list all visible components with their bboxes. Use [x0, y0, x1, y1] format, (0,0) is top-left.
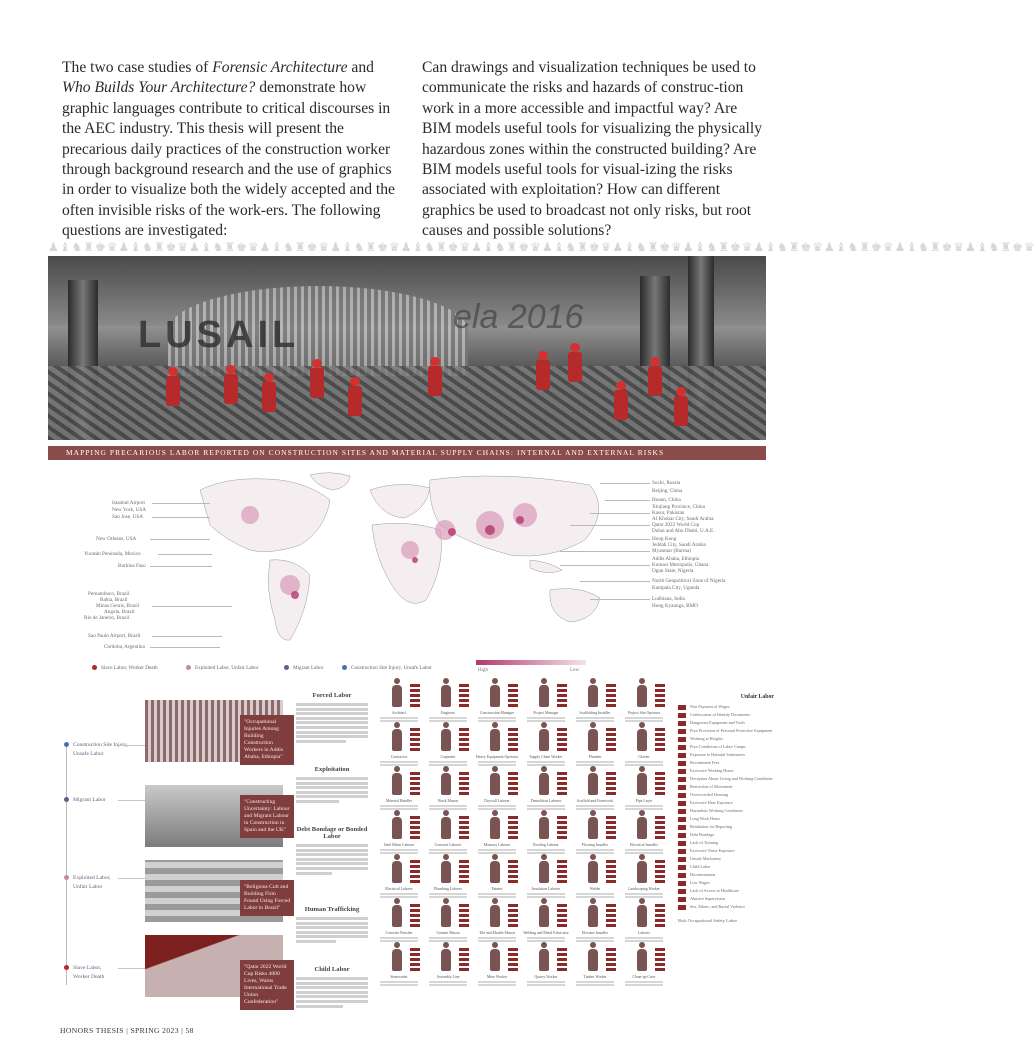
risk-swatch-icon: [678, 897, 686, 902]
unfair-labor-label: Unsafe Machinery: [690, 856, 722, 861]
role-label: Cement Mason: [436, 931, 460, 935]
risk-swatch-icon: [678, 825, 686, 830]
role-label: Insulation Laborer: [531, 887, 561, 891]
worker-silhouette-icon: [392, 729, 402, 751]
risk-stack-icon: [410, 859, 420, 883]
map-label: Burkina Faso: [118, 563, 146, 569]
unfair-labor-item: [678, 832, 774, 840]
unfair-labor-item: [678, 888, 774, 896]
role-label: Plumber: [588, 755, 602, 759]
map-label: San Jose, USA: [112, 514, 143, 520]
unfair-labor-label: Overcrowded Housing: [690, 792, 729, 797]
worker-silhouette-icon: [588, 817, 598, 839]
role-label: Elevator Installer: [581, 931, 609, 935]
category-injury: Construction Site Injury, Unsafe Labor: [64, 741, 128, 759]
risk-stack-icon: [557, 727, 567, 751]
role-label: Electrical Installer: [630, 843, 658, 847]
risk-stack-icon: [655, 859, 665, 883]
page-footer: HONORS THESIS | SPRING 2023 | 58: [60, 1026, 194, 1035]
role-label: Stonecutter: [390, 975, 408, 979]
unfair-labor-item: [678, 864, 774, 872]
unfair-labor-label: Lack of Training: [690, 840, 719, 845]
intro-left-paragraph: The two case studies of Forensic Architecture and Who Builds Your Architecture? demonstrate how graphic languages contribute to critical discourses in the AEC industry. This thesis will present the precarious daily practices of the construction worker through background research and the use of graphics in order to visualize both the widely accepted and the often invisible risks of the work-ers. The following questions are investigated:: [62, 59, 395, 240]
section-human-trafficking: Human Trafficking: [296, 906, 368, 945]
risk-swatch-icon: [678, 801, 686, 806]
worker-silhouette-icon: [637, 773, 647, 795]
worker-silhouette-icon: [392, 685, 402, 707]
risk-swatch-icon: [678, 737, 686, 742]
unfair-labor-label: Restriction of Movement: [690, 784, 733, 789]
role-label: Assembly Line: [436, 975, 460, 979]
category-exploited: Exploited Labor, Unfair Labor: [64, 874, 111, 892]
unfair-labor-item: [678, 752, 774, 760]
side-legend-footer: Risk Occupational Safety Labor: [678, 918, 738, 923]
risk-stack-icon: [459, 771, 469, 795]
intensity-scale: [476, 660, 586, 665]
map-label: Pernambuco, Brazil: [88, 591, 130, 597]
unfair-labor-label: Working at Heights: [690, 736, 723, 741]
unfair-labor-label: Dangerous Equipment and Tools: [690, 720, 745, 725]
unfair-labor-item: [678, 792, 774, 800]
unfair-labor-label: Hazardous Working Conditions: [690, 808, 743, 813]
unfair-labor-item: [678, 728, 774, 736]
role-label: Demolition Laborer: [530, 799, 562, 803]
risk-swatch-icon: [678, 865, 686, 870]
role-label: Landscaping Worker: [628, 887, 660, 891]
map-label: Angola, Brazil: [104, 609, 135, 615]
risk-swatch-icon: [678, 793, 686, 798]
role-label: Glazier: [638, 755, 650, 759]
worker-silhouette-icon: [490, 949, 500, 971]
risk-stack-icon: [459, 859, 469, 883]
worker-silhouette-icon: [441, 729, 451, 751]
unfair-labor-label: Retaliation for Reporting: [690, 824, 733, 829]
unfair-labor-item: [678, 848, 774, 856]
unfair-labor-label: Excessive Working Hours: [690, 768, 734, 773]
construction-collage-image: [48, 256, 766, 440]
unfair-labor-label: Exposure to Harmful Substances: [690, 752, 746, 757]
role-label: Material Handler: [385, 799, 413, 803]
unfair-labor-item: [678, 784, 774, 792]
risk-stack-icon: [410, 903, 420, 927]
risk-stack-icon: [557, 815, 567, 839]
section-exploitation: Exploitation: [296, 766, 368, 805]
risk-swatch-icon: [678, 745, 686, 750]
map-label: Bahia, Brazil: [100, 597, 128, 603]
risk-swatch-icon: [678, 713, 686, 718]
map-label: Ogun State, Nigeria: [652, 568, 694, 574]
unfair-labor-label: Recruitment Fees: [690, 760, 720, 765]
role-label: Plumbing Laborer: [434, 887, 462, 891]
south-america: [268, 560, 310, 640]
risk-stack-icon: [655, 815, 665, 839]
risk-stack-icon: [606, 947, 616, 971]
role-label: Scaffolding Installer: [579, 711, 611, 715]
worker-silhouette-icon: [637, 817, 647, 839]
role-cell: [572, 947, 618, 993]
map-label: Sao Paulo Airport, Brazil: [88, 633, 141, 639]
map-label: Istanbul Airport: [112, 500, 145, 506]
category-migrant: Migrant Labor: [64, 796, 106, 805]
worker-silhouette-icon: [539, 729, 549, 751]
worker-silhouette-icon: [490, 905, 500, 927]
worker-silhouette-icon: [441, 861, 451, 883]
unfair-labor-label: Long Work Hours: [690, 816, 721, 821]
risk-stack-icon: [606, 727, 616, 751]
worker-silhouette-icon: [637, 861, 647, 883]
role-label: Heavy Equipment Operator: [476, 755, 518, 759]
role-label: Scaffold and Formwork: [576, 799, 614, 803]
unfair-labor-item: [678, 856, 774, 864]
map-label: Yucatán Peninsula, Mexico: [84, 551, 141, 557]
map-label: Kampala City, Uganda: [652, 585, 700, 591]
risk-swatch-icon: [678, 857, 686, 862]
event-sign: ela 2016: [453, 298, 584, 336]
unfair-labor-label: Sex, Ethnic, and Racial Violence: [690, 904, 746, 909]
risk-stack-icon: [410, 683, 420, 707]
unfair-labor-item: [678, 736, 774, 744]
risk-swatch-icon: [678, 753, 686, 758]
role-label: Project Site Operator: [627, 711, 661, 715]
map-label: Addis Ababa, Ethiopia: [652, 556, 700, 562]
risk-stack-icon: [606, 903, 616, 927]
risk-swatch-icon: [678, 761, 686, 766]
unfair-labor-item: [678, 768, 774, 776]
world-map: [190, 470, 630, 655]
greenland: [310, 473, 350, 490]
role-label: Steel Rebar Laborer: [383, 843, 415, 847]
risk-swatch-icon: [678, 809, 686, 814]
risk-swatch-icon: [678, 905, 686, 910]
worker-silhouette-icon: [588, 949, 598, 971]
role-label: Masonry Laborer: [483, 843, 511, 847]
risk-swatch-icon: [678, 777, 686, 782]
worker-silhouette-icon: [392, 905, 402, 927]
risk-stack-icon: [508, 683, 518, 707]
unfair-labor-label: Poor Conditions of Labor Camps: [690, 744, 746, 749]
role-label: Contractor: [390, 755, 408, 759]
unfair-labor-item: [678, 816, 774, 824]
europe: [370, 484, 430, 518]
worker-silhouette-icon: [490, 861, 500, 883]
unfair-labor-item: [678, 824, 774, 832]
role-label: Mine Worker: [486, 975, 508, 979]
role-label: Drywall Laborer: [484, 799, 510, 803]
map-label: Ludhiana, India: [652, 596, 685, 602]
map-label: North Geopolitical Zone of Nigeria: [652, 578, 726, 584]
worker-role-grid: [376, 683, 672, 993]
risk-stack-icon: [459, 815, 469, 839]
role-label: Supply Chain Worker: [529, 755, 563, 759]
worker-silhouette-icon: [490, 773, 500, 795]
risk-stack-icon: [655, 683, 665, 707]
risk-swatch-icon: [678, 889, 686, 894]
risk-stack-icon: [606, 683, 616, 707]
unfair-labor-item: [678, 744, 774, 752]
role-label: Brick Mason: [438, 799, 458, 803]
worker-silhouette-icon: [490, 817, 500, 839]
risk-swatch-icon: [678, 881, 686, 886]
role-label: Construction Manager: [479, 711, 515, 715]
legend-item-migrant: Migrant Labor: [284, 665, 323, 671]
worker-silhouette-icon: [588, 729, 598, 751]
unfair-labor-item: [678, 720, 774, 728]
role-cell: [621, 947, 667, 993]
unfair-labor-label: Excessive Heat Exposure: [690, 800, 733, 805]
unfair-labor-label: Non Payment of Wages: [690, 704, 730, 709]
worker-silhouette-icon: [392, 773, 402, 795]
role-label: Concrete Finisher: [385, 931, 413, 935]
worker-silhouette-icon: [637, 685, 647, 707]
risk-stack-icon: [606, 771, 616, 795]
quote-slave: "Qatar 2022 World Cup Risks 4000 Lives, Warns International Trade Union Confederation": [240, 960, 294, 1010]
intro-right-paragraph: Can drawings and visualization techniques be used to communicate the risks and hazards of construc-tion work in a more accessible and impactful way? Are BIM models useful tools for visualizing the physically hazardous zones within the constructed building? Are BIM models useful tools for visual-izing the risks associated with exploitation? How can different graphics be used to broadcast not only risks, but root causes and possible solutions?: [422, 59, 762, 240]
risk-stack-icon: [508, 727, 518, 751]
quote-exploited: "Religious Cult and Building Firm Found Using Forced Labor in Brazil": [240, 880, 294, 916]
unfair-labor-label: Debt Bondage: [690, 832, 715, 837]
worker-silhouette-icon: [588, 773, 598, 795]
worker-silhouette-icon: [490, 729, 500, 751]
risk-stack-icon: [459, 947, 469, 971]
worker-silhouette-icon: [441, 817, 451, 839]
role-label: Concrete Laborer: [434, 843, 462, 847]
map-label: Rio de Janeiro, Brazil: [84, 615, 130, 621]
worker-silhouette-icon: [637, 729, 647, 751]
role-label: Welding and Metal Fabricator: [523, 931, 569, 935]
worker-silhouette-icon: [441, 949, 451, 971]
risk-swatch-icon: [678, 721, 686, 726]
map-label: New York, USA: [112, 507, 147, 513]
map-label: Hong Kyaunga, BMO: [652, 603, 698, 609]
worker-silhouette-icon: [392, 949, 402, 971]
map-label: Dubai and Abu Dhabi, U.A.E.: [652, 528, 715, 534]
worker-silhouette-icon: [539, 861, 549, 883]
legend-item-slave: Slave Labor, Worker Death: [92, 665, 158, 671]
risk-stack-icon: [557, 771, 567, 795]
indonesia: [530, 560, 562, 573]
role-label: Architect: [391, 711, 407, 715]
case-study-title: Forensic Architecture: [212, 59, 348, 76]
unfair-labor-label: Poor Provision of Personal Protective Equipment: [690, 728, 773, 733]
map-label: Kasur, Pakistan: [652, 510, 685, 516]
role-label: Tile and Marble Mason: [479, 931, 515, 935]
role-label: Welder: [589, 887, 601, 891]
worker-silhouette-icon: [539, 773, 549, 795]
role-label: Roofing Laborer: [533, 843, 559, 847]
map-label: Sochi, Russia: [652, 480, 681, 486]
map-label: Xinjiang Province, China: [652, 504, 705, 510]
unfair-labor-item: [678, 800, 774, 808]
case-study-title: Who Builds Your Architecture?: [62, 79, 256, 97]
role-label: Flooring Installer: [581, 843, 609, 847]
worker-silhouette-icon: [490, 685, 500, 707]
worker-silhouette-icon: [588, 685, 598, 707]
unfair-labor-item: [678, 704, 774, 712]
unfair-labor-label: Confiscation of Identity Documents: [690, 712, 751, 717]
risk-swatch-icon: [678, 769, 686, 774]
legend-item-injury: Construction Site Injury, Unsafe Labor: [342, 665, 432, 671]
risk-swatch-icon: [678, 849, 686, 854]
risk-stack-icon: [410, 815, 420, 839]
risk-stack-icon: [508, 903, 518, 927]
north-america: [200, 479, 330, 552]
unfair-labor-label: Deception About Living and Working Conditions: [690, 776, 773, 781]
role-label: Laborer: [637, 931, 650, 935]
role-label: Engineer: [441, 711, 455, 715]
risk-stack-icon: [508, 771, 518, 795]
map-label: Hunan, China: [652, 497, 681, 503]
role-cell: [376, 947, 422, 993]
unfair-labor-label: Lack of Access to Healthcare: [690, 888, 740, 893]
risk-stack-icon: [557, 903, 567, 927]
map-label: Kumasi Metropolis, Ghana: [652, 562, 709, 568]
role-label: Clean-up Crew: [632, 975, 656, 979]
worker-silhouette-icon: [392, 817, 402, 839]
risk-swatch-icon: [678, 729, 686, 734]
unfair-labor-label: Discrimination: [690, 872, 716, 877]
unfair-labor-item: [678, 712, 774, 720]
risk-stack-icon: [508, 947, 518, 971]
unfair-labor-item: [678, 904, 774, 912]
australia: [550, 589, 600, 622]
role-label: Painter: [491, 887, 503, 891]
map-label: Beijing, China: [652, 488, 683, 494]
map-title: MAPPING PRECARIOUS LABOR REPORTED ON CONSTRUCTION SITES AND MATERIAL SUPPLY CHAINS: INTERNAL AND EXTERNAL RISKS: [48, 446, 766, 460]
legend-item-exploited: Exploited Labor, Unfair Labor: [186, 665, 258, 671]
unfair-labor-item: [678, 776, 774, 784]
worker-silhouette-icon: [539, 685, 549, 707]
africa: [372, 523, 441, 603]
section-child-labor: Child Labor: [296, 966, 368, 1009]
unfair-labor-item: [678, 872, 774, 880]
risk-swatch-icon: [678, 785, 686, 790]
risk-stack-icon: [410, 947, 420, 971]
unfair-labor-legend: [678, 694, 774, 923]
risk-stack-icon: [459, 683, 469, 707]
role-label: Electrical Laborer: [385, 887, 413, 891]
worker-silhouette-icon: [441, 685, 451, 707]
unfair-labor-label: Excessive Noise Exposure: [690, 848, 735, 853]
risk-stack-icon: [410, 727, 420, 751]
role-label: Pipe Layer: [635, 799, 653, 803]
worker-silhouette-icon: [637, 905, 647, 927]
role-cell: [474, 947, 520, 993]
section-debt-bondage: Debt Bondage or Bonded Labor: [296, 826, 368, 876]
map-label: Al Khobar City, Saudi Arabia: [652, 516, 714, 522]
risk-stack-icon: [459, 727, 469, 751]
risk-stack-icon: [459, 903, 469, 927]
risk-stack-icon: [508, 815, 518, 839]
unfair-labor-item: [678, 840, 774, 848]
scale-high-label: High: [478, 668, 488, 673]
quote-injury: "Occupational Injuries Among Building Construction Workers in Addis Ababa, Ethiopia": [240, 715, 294, 765]
risk-stack-icon: [655, 771, 665, 795]
worker-silhouette-icon: [539, 949, 549, 971]
scale-low-label: Low: [570, 668, 580, 673]
worker-silhouette-icon: [588, 861, 598, 883]
unfair-labor-legend-title: Unfair Labor: [740, 694, 774, 700]
risk-stack-icon: [606, 815, 616, 839]
unfair-labor-item: [678, 760, 774, 768]
unfair-labor-item: [678, 896, 774, 904]
unfair-labor-item: [678, 880, 774, 888]
role-label: Timber Worker: [583, 975, 607, 979]
worker-silhouette-icon: [588, 905, 598, 927]
role-label: Project Manager: [533, 711, 559, 715]
risk-stack-icon: [557, 859, 567, 883]
role-cell: [523, 947, 569, 993]
unfair-labor-label: Low Wages: [690, 880, 710, 885]
risk-stack-icon: [557, 947, 567, 971]
unfair-labor-label: Child Labor: [690, 864, 711, 869]
section-forced-labor: Forced Labor: [296, 692, 368, 744]
category-slave: Slave Labor, Worker Death: [64, 964, 104, 982]
risk-stack-icon: [508, 859, 518, 883]
map-label: New Orleans, USA: [96, 536, 137, 542]
category-timeline: [66, 745, 67, 985]
role-label: Carpenter: [440, 755, 456, 759]
stadium-sign: LUSAIL: [138, 314, 300, 356]
map-label: Minas Gerais, Brazil: [96, 603, 140, 609]
worker-silhouette-icon: [441, 773, 451, 795]
risk-swatch-icon: [678, 833, 686, 838]
risk-stack-icon: [410, 771, 420, 795]
map-label: Jeddah City, Saudi Arabia: [652, 542, 706, 548]
worker-silhouette-icon: [392, 861, 402, 883]
role-label: Quarry Worker: [534, 975, 558, 979]
map-label: Qatar 2022 World Cup: [652, 522, 700, 528]
worker-silhouette-icon: [539, 905, 549, 927]
map-label: Myanmar (Burma): [652, 548, 692, 554]
map-label: Hong Kong: [652, 536, 677, 542]
worker-figure-strip: ♟♝♞♜♚♛♟♝♞♜♚♛♟♝♞♜♚♛♟♝♞♜♚♛♟♝♞♜♚♛♟♝♞♜♚♛♟♝♞♜♚♛♟♝♞♜♚♛♟♝♞♜♚♛♟♝♞♜♚♛♟♝♞♜♚♛♟♝♞♜♚♛♟♝♞♜♚♛♟♝♞♜♚♛: [48, 240, 1036, 254]
risk-stack-icon: [655, 727, 665, 751]
risk-stack-icon: [606, 859, 616, 883]
worker-silhouette-icon: [637, 949, 647, 971]
risk-swatch-icon: [678, 841, 686, 846]
risk-swatch-icon: [678, 873, 686, 878]
risk-swatch-icon: [678, 705, 686, 710]
unfair-labor-label: Abusive Supervision: [690, 896, 726, 901]
role-cell: [425, 947, 471, 993]
risk-stack-icon: [655, 947, 665, 971]
risk-swatch-icon: [678, 817, 686, 822]
map-label: Cordoba, Argentina: [104, 644, 145, 650]
worker-silhouette-icon: [441, 905, 451, 927]
risk-stack-icon: [557, 683, 567, 707]
risk-stack-icon: [655, 903, 665, 927]
quote-migrant: "Constructing Uncertainty: Labour and Migrant Labour in Construction in Spain and the UK": [240, 795, 294, 838]
worker-silhouette-icon: [539, 817, 549, 839]
unfair-labor-item: [678, 808, 774, 816]
